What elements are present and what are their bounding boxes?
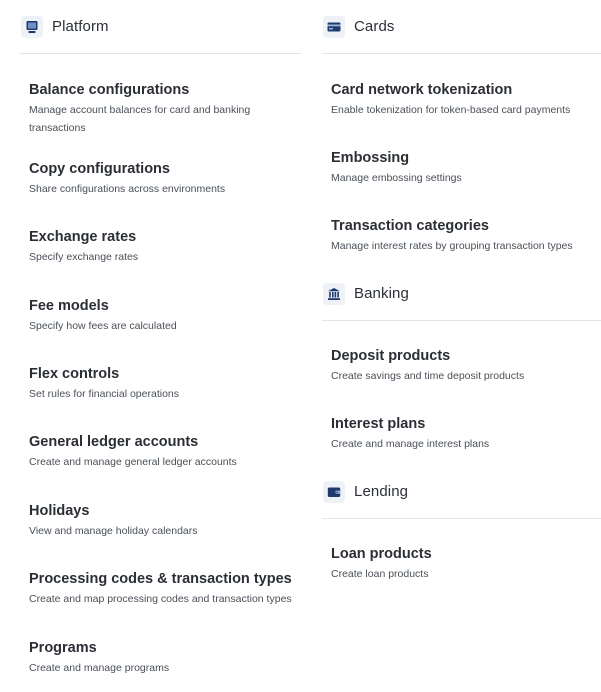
item-description: Enable tokenization for token-based card payments [331,104,571,116]
banking-section [322,267,601,450]
item-title[interactable]: Exchange rates [29,229,137,245]
item-title[interactable]: General ledger accounts [29,434,199,450]
item-title[interactable]: Card network tokenization [331,82,513,98]
platform-item-programs[interactable] [29,638,301,677]
lending-item-loan-products[interactable] [331,544,601,583]
platform-item-flex-controls[interactable] [29,364,301,403]
cards-item-card-network-tokenization[interactable] [331,80,601,119]
lending-section [322,465,601,580]
item-description: Create and manage interest plans [331,438,490,450]
banking-section-title: Banking [354,285,409,302]
computer-icon [21,16,43,38]
cards-section-header [322,0,601,54]
cards-item-transaction-categories[interactable] [331,216,601,255]
item-title[interactable]: Fee models [29,298,109,314]
banking-item-deposit-products[interactable] [331,346,601,385]
item-description: Create and manage programs [29,662,170,674]
item-title[interactable]: Holidays [29,503,90,519]
banking-item-interest-plans[interactable] [331,414,601,453]
item-description: Create loan products [331,568,429,580]
cards-item-embossing[interactable] [331,148,601,187]
item-title[interactable]: Deposit products [331,348,451,364]
item-description: Set rules for financial operations [29,388,179,400]
platform-item-balance-configurations[interactable] [29,80,301,137]
item-title[interactable]: Copy configurations [29,161,170,177]
item-description: Specify how fees are calculated [29,320,177,332]
platform-item-processing-codes[interactable] [29,569,301,608]
item-title[interactable]: Loan products [331,546,432,562]
platform-section-title: Platform [52,18,109,35]
item-description: Manage interest rates by grouping transaction types [331,240,573,252]
item-description: View and manage holiday calendars [29,525,198,537]
item-description: Manage embossing settings [331,172,462,184]
platform-item-general-ledger-accounts[interactable] [29,432,301,471]
platform-section [20,0,301,674]
item-title[interactable]: Flex controls [29,366,120,382]
item-description: Share configurations across environments [29,183,226,195]
platform-item-fee-models[interactable] [29,296,301,335]
item-title[interactable]: Balance configurations [29,82,190,98]
lending-section-title: Lending [354,483,409,500]
credit-card-icon [323,16,345,38]
item-title[interactable]: Transaction categories [331,218,489,234]
item-title[interactable]: Interest plans [331,416,426,432]
item-title[interactable]: Processing codes & transaction types [29,571,292,587]
platform-section-header [20,0,301,54]
cards-section [322,0,601,252]
cards-section-title: Cards [354,18,395,35]
platform-item-holidays[interactable] [29,501,301,540]
lending-section-header [322,465,601,519]
item-description: Create savings and time deposit products [331,370,525,382]
banking-section-header [322,267,601,321]
item-description: Create and manage general ledger accounts [29,456,237,468]
item-description: Manage account balances for card and banking transactions [29,104,251,134]
bank-icon [323,283,345,305]
platform-item-copy-configurations[interactable] [29,159,301,198]
item-title[interactable]: Programs [29,640,97,656]
item-description: Create and map processing codes and transaction types [29,593,292,605]
item-title[interactable]: Embossing [331,150,410,166]
wallet-icon [323,481,345,503]
item-description: Specify exchange rates [29,251,139,263]
platform-item-exchange-rates[interactable] [29,227,301,266]
